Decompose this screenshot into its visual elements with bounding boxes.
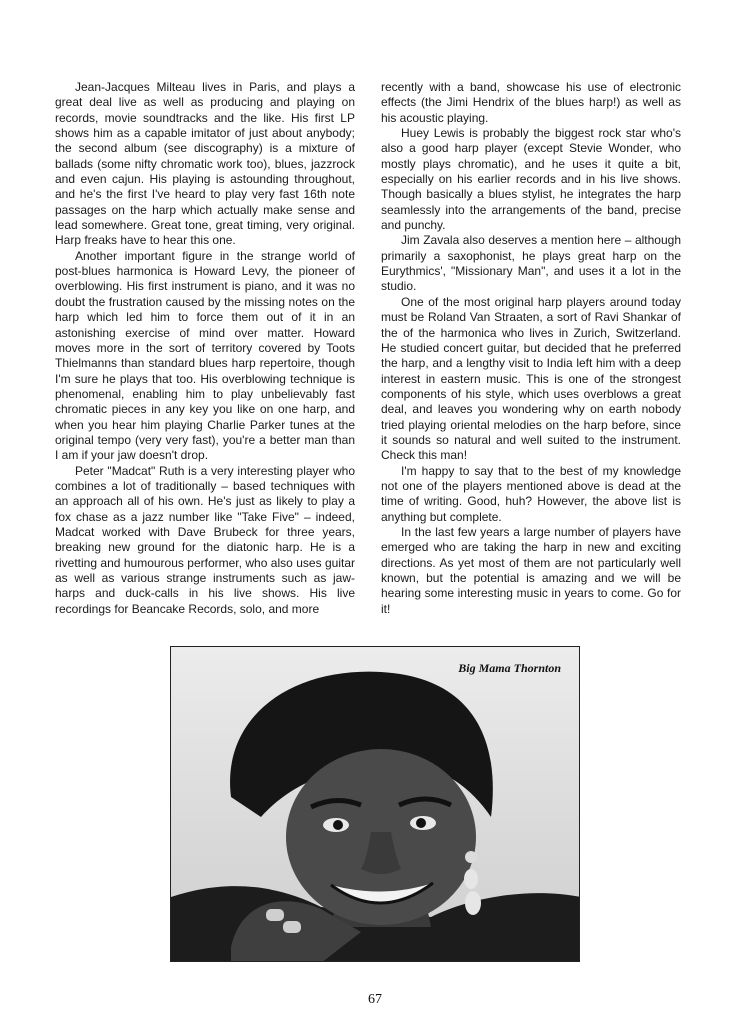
paragraph: One of the most original harp players around today must be Roland Van Straaten, a sort of Ravi Shankar of the of the harmonica who lives in Zurich, Switzerland. He studied concert guitar, but decided that he preferred the harp, and a lengthy visit to India left him with a deep interest in eastern music. This is one of the strongest components of his style, which uses overblows a great deal, and leaves you wondering why on earth nobody tried playing oriental melodies on the harp before, since it sounds so natural and well suited to the instrument. Check this man! [381,294,681,463]
paragraph: Jean-Jacques Milteau lives in Paris, and plays a great deal live as well as producing and playing on records, movie soundtracks and the like. His first LP shows him as a capable imitator of just about anybody; the second album (see discography) is a mixture of ballads (some nifty chromatic work too), blues, jazzrock and even cajun. His playing is astounding throughout, and he's the first I've heard to play very fast 16th note passages on the harp which actually make sense and lead somewhere. Great tone, great timing, very original. Harp freaks have to hear this one. [55,80,355,248]
photo-caption: Big Mama Thornton [458,661,561,675]
paragraph: Huey Lewis is probably the biggest rock star who's also a good harp player (except Stevie Wonder, who mostly plays chromatic), and he uses it quite a bit, especially on his earlier records and in his live shows. Though basically a blues stylist, he integrates the harp seamlessly into the arrangements of the band, precise and punchy. [381,126,681,233]
left-column [55,80,355,617]
paragraph-continuation: recently with a band, showcase his use of electronic effects (the Jimi Hendrix of the blues harp!) as well as his acoustic playing. [381,80,681,125]
paragraph: In the last few years a large number of players have emerged who are taking the harp in new and exciting directions. As yet most of them are not particularly well known, but the potential is amazing and we will be hearing some interesting music in years to come. Go for it! [381,524,681,616]
paragraph: I'm happy to say that to the best of my knowledge not one of the players mentioned above is dead at the time of writing. Good, huh? However, the above list is anything but complete. [381,463,681,524]
page-number: 67 [368,992,382,1007]
paragraph: Jim Zavala also deserves a mention here – although primarily a saxophonist, he plays great harp on the Eurythmics', "Missionary Man", and uses it a lot in the studio. [381,233,681,294]
portrait-photo [170,646,580,962]
portrait-illustration [171,647,580,962]
paragraph: Peter "Madcat" Ruth is a very interesting player who combines a lot of traditionally – based techniques with an approach all of his own. He's just as likely to play a fox chase as a jazz number like "Take Five" – indeed, Madcat worked with Dave Brubeck for three years, breaking new ground for the diatonic harp. He is a rivetting and humourous performer, who also uses guitar as well as various strange instruments such as jaw-harps and duck-calls in his live shows. His live recordings for Beancake Records, solo, and more [55,463,355,616]
right-column [381,80,681,617]
text-columns [55,80,681,617]
paragraph: Another important figure in the strange world of post-blues harmonica is Howard Levy, the pioneer of overblowing. His first instrument is piano, and it was no doubt the frustration caused by the missing notes on the harp which led him to force them out of it in an astonishing exercise of mind over matter. Howard moves more in the sort of territory covered by Toots Thielmanns than standard blues harp repertoire, though I'm sure he plays that too. His overblowing technique is phenomenal, enabling him to play unbelievably fast chromatic pieces in any key you like on one harp, and when you hear him playing Charlie Parker tunes at the original tempo (very very fast), you're a better man than I am if your jaw doesn't drop. [55,248,355,463]
